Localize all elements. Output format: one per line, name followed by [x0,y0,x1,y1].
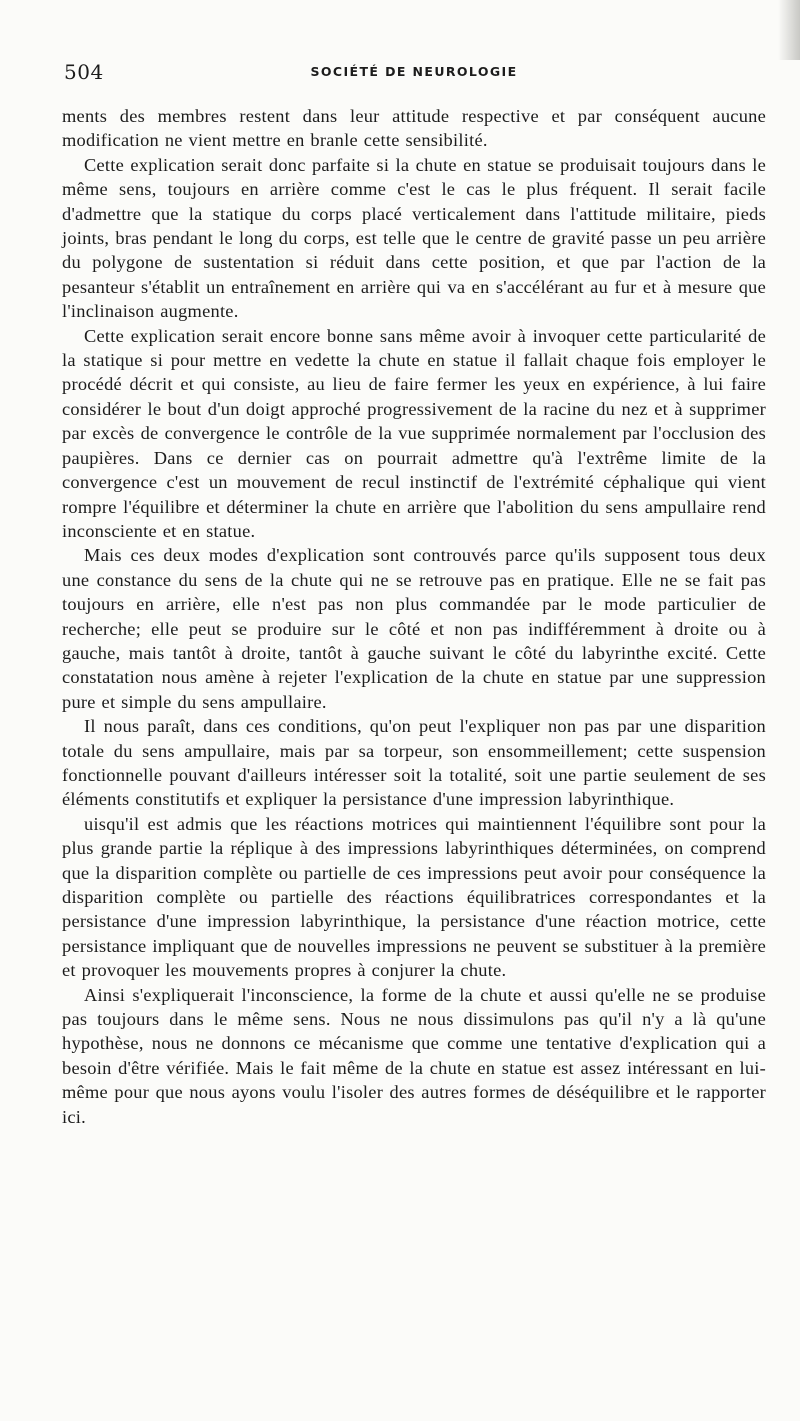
body-text [62,104,766,1129]
running-head: SOCIÉTÉ DE NEUROLOGIE [310,64,518,79]
page-header [64,60,764,90]
paragraph-2: Cette explication serait donc parfaite si la chute en statue se produisait toujours dans le même sens, toujours en arrière comme c'est le cas le plus fréquent. Il serait facile d'admettre que la statique du corps placé verticalement dans l'attitude militaire, pieds joints, bras pendant le long du corps, est telle que le centre de gravité passe un peu arrière du polygone de sustentation si réduit dans cette position, et que par l'action de la pesanteur s'établit un entraînement en arrière qui va en s'accélérant au fur et à mesure que l'inclinaison augmente. [62,154,766,322]
paragraph-5: Il nous paraît, dans ces conditions, qu'on peut l'expliquer non pas par une disparition totale du sens ampullaire, mais par sa torpeur, son ensommeillement; cette suspension fonctionnelle pouvant d'ailleurs intéresser soit la totalité, soit une partie seulement de ses éléments constitutifs et expliquer la persistance d'une impression labyrinthique. [62,716,766,810]
page-number: 504 [64,60,104,84]
paragraph-1: ments des membres restent dans leur attitude respective et par conséquent aucune modification ne vient mettre en branle cette sensibilité. [62,106,766,151]
paragraph-4: Mais ces deux modes d'explication sont controuvés parce qu'ils supposent tous deux une constance du sens de la chute qui ne se retrouve pas en pratique. Elle ne se fait pas toujours en arrière, elle n'est pas non plus commandée par le mode particulier de recherche; elle peut se produire sur le côté et non pas indifféremment à droite ou à gauche, mais tantôt à droite, tantôt à gauche suivant le côté du labyrinthe excité. Cette constatation nous amène à rejeter l'explication de la chute en statue par une suppression pure et simple du sens ampullaire. [62,545,766,712]
paragraph-6: uisqu'il est admis que les réactions motrices qui maintiennent l'équilibre sont pour la plus grande partie la réplique à des impressions labyrinthiques déterminées, on comprend que la disparition complète ou partielle de ces impressions peut avoir pour conséquence la disparition complète ou partielle des réactions équilibratrices correspondantes et la persistance d'une impression labyrinthique, la persistance d'une réaction motrice, cette persistance impliquant que de nouvelles impressions ne peuvent se substituer à la première et provoquer les mouvements propres à conjurer la chute. [62,813,766,981]
scan-edge-shadow [778,0,800,60]
paragraph-3: Cette explication serait encore bonne sans même avoir à invoquer cette particularité de la statique si pour mettre en vedette la chute en statue il fallait chaque fois employer le procédé décrit et qui consiste, au lieu de faire fermer les yeux en expérience, à lui faire considérer le bout d'un doigt approché progressivement de la racine du nez et à supprimer par excès de convergence le contrôle de la vue supprimée normalement par l'occlusion des paupières. Dans ce dernier cas on pourrait admettre qu'à l'extrême limite de la convergence c'est un mouvement de recul instinctif de l'extrémité céphalique qui vient rompre l'équilibre et déterminer la chute en arrière que l'abolition du sens ampullaire rend inconsciente et en statue. [62,325,766,541]
paragraph-7: Ainsi s'expliquerait l'inconscience, la forme de la chute et aussi qu'elle ne se produise pas toujours dans le même sens. Nous ne nous dissimulons pas qu'il n'y a là qu'une hypothèse, nous ne donnons ce mécanisme que comme une tentative d'explication qui a besoin d'être vérifiée. Mais le fait même de la chute en statue est assez intéressant en lui-même pour que nous ayons voulu l'isoler des autres formes de déséquilibre et le rapporter ici. [62,984,766,1127]
